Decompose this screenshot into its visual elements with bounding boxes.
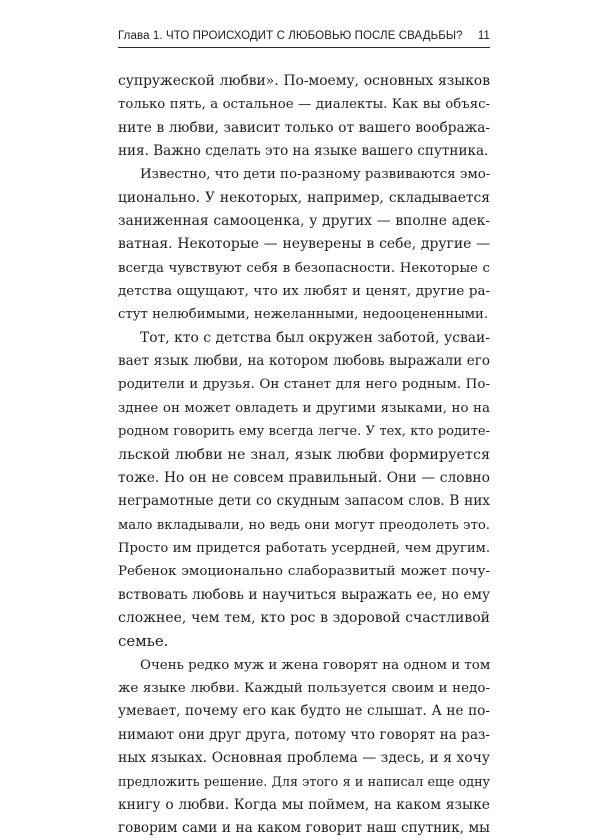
running-header: [118, 27, 490, 48]
text-line: заниженная самооценка, у других — вполне адек-: [118, 213, 490, 230]
text-line: неграмотные дети со скудным запасом слов. В них: [118, 493, 490, 510]
text-line: родители и друзья. Он станет для него родным. По-: [118, 377, 490, 393]
body-text: [118, 70, 490, 840]
text-line: льской любви не знал, язык любви формируется: [118, 446, 490, 463]
text-line: говорим сами и на каком говорит наш спутник, мы: [118, 820, 490, 836]
text-line: ционально. У некоторых, например, складывается: [118, 189, 490, 206]
text-line: сложнее, чем тем, кто рос в здоровой счастливой: [118, 609, 490, 626]
text-line: же языке любви. Каждый пользуется своим и недо-: [118, 680, 490, 696]
text-line: только пять, а остальное — диалекты. Как вы объяс-: [118, 97, 490, 113]
text-line: предложить решение. Для этого я и написал еще одну: [118, 774, 490, 790]
text-line: Очень редко муж и жена говорят на одном и том: [140, 657, 491, 673]
text-line: нимают они друг друга, потому что говорят на раз-: [118, 726, 490, 743]
text-line: всегда чувствуют себя в безопасности. Некоторые с: [118, 260, 490, 276]
text-line: родном говорить ему всегда легче. У тех, кто родите-: [118, 424, 490, 440]
text-line: Тот, кто с детства был окружен заботой, усваи-: [140, 329, 490, 346]
text-line: супружеской любви». По-моему, основных языков: [118, 73, 490, 89]
text-line: семье.: [118, 632, 169, 651]
chapter-title: Глава 1. ЧТО ПРОИСХОДИТ С ЛЮБОВЬЮ ПОСЛЕ СВАДЬБЫ?: [118, 30, 463, 42]
text-line: мало вкладывали, но ведь они могут преодолеть это.: [118, 517, 490, 533]
page-number: 11: [477, 30, 490, 42]
text-line: Ребенок эмоционально слаборазвитый может почу-: [118, 564, 490, 580]
text-line: ните в любви, зависит только от вашего вообража-: [118, 119, 490, 136]
text-line: ватная. Некоторые — неуверены в себе, другие —: [118, 236, 490, 253]
text-line: вает язык любви, на котором любовь выражали его: [118, 353, 490, 370]
text-line: ния. Важно сделать это на языке вашего спутника.: [118, 143, 489, 160]
text-line: ных языках. Основная проблема — здесь, и я хочу: [118, 749, 490, 766]
text-line: вствовать любовь и научиться выражать ее, но ему: [118, 586, 490, 603]
text-line: тоже. Но он не совсем правильный. Они — словно: [118, 469, 490, 486]
text-line: книгу о любви. Когда мы поймем, на каком языке: [118, 796, 490, 813]
text-line: умевает, почему его как будто не слышат. А не по-: [118, 703, 490, 720]
text-line: Известно, что дети по-разному развиваются эмо-: [140, 167, 491, 183]
text-line: детства ощущают, что их любят и ценят, другие ра-: [118, 284, 490, 300]
text-line: Просто им придется работать усердней, чем другим.: [118, 540, 490, 556]
text-line: зднее он может овладеть и другими языками, но на: [118, 400, 490, 416]
text-line: стут нелюбимыми, нежеланными, недооцененными.: [118, 307, 489, 323]
